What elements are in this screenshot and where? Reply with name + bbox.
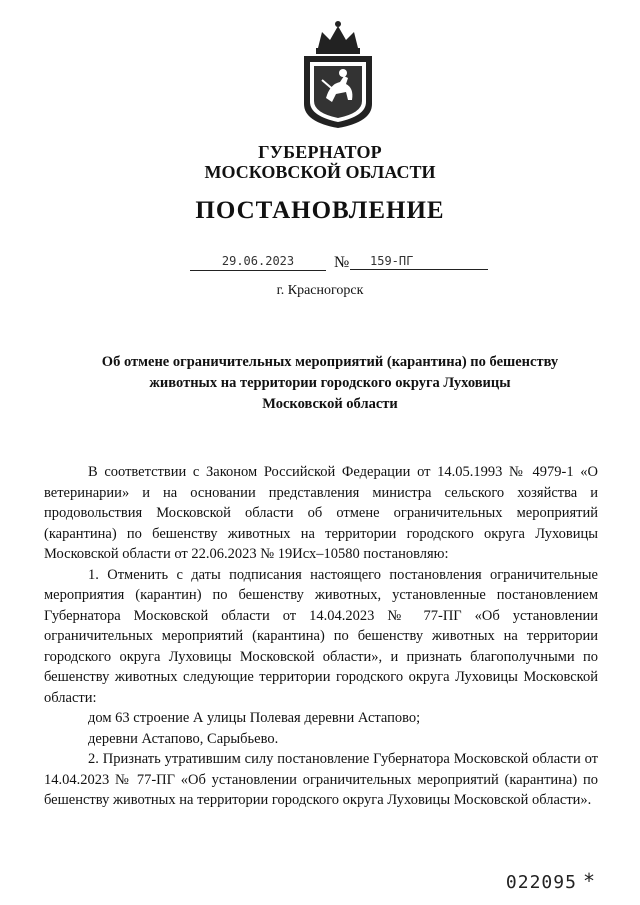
document-date: 29.06.2023	[190, 254, 326, 271]
moscow-oblast-coat-of-arms-emblem	[296, 18, 380, 130]
clause-1-paragraph: 1. Отменить с даты подписания настоящего постановления ограничительные мероприятия (карантин) по бешенству животных, установленные постановлением Губернатора Московской области от 14.04.2023 № 77-ПГ «Об установлении ограничительных мероприятий (карантина) по бешенству животных на территории городского округа Луховицы Московской области», и признать благополучными по бешенству животных следующие территории городского округа Луховицы Московской области:	[44, 566, 598, 706]
preamble-paragraph: В соответствии с Законом Российской Федерации от 14.05.1993 № 4979-1 «О ветеринарии» и на основании представления министра сельского хозяйства и продовольствия Московской области об отмене ограничительных мероприятий (карантина) по бешенству животных на территории городского округа Луховицы Московской области от 22.06.2023 № 19Исх–10580 постановляю:	[44, 464, 598, 562]
document-number: 159-ПГ	[350, 254, 488, 270]
serial-number-value: 022095	[505, 872, 577, 893]
subject-line: Московской области	[262, 396, 398, 412]
document-body	[44, 462, 598, 811]
territory-item-2: деревни Астапово, Сарыбьево.	[88, 730, 279, 747]
document-subject	[60, 352, 600, 415]
date-number-line	[0, 254, 640, 276]
issuer-title-line1: ГУБЕРНАТОР	[258, 142, 382, 162]
issue-city: г. Красногорск	[276, 283, 364, 298]
clause-2-paragraph: 2. Признать утратившим силу постановление Губернатора Московской области от 14.04.2023 № 77-ПГ «Об установлении ограничительных мероприятий (карантина) по бешенству животных на территории городского округа Луховицы Московской области».	[44, 751, 598, 808]
subject-line: Об отмене ограничительных мероприятий (карантина) по бешенству	[101, 354, 559, 370]
issuer-title-line2: МОСКОВСКОЙ ОБЛАСТИ	[204, 162, 436, 182]
document-type-title: ПОСТАНОВЛЕНИЕ	[195, 197, 445, 224]
asterisk-mark: *	[582, 869, 596, 893]
number-sign: №	[334, 254, 350, 271]
subject-line: животных на территории городского округа Луховицы	[149, 375, 511, 391]
serial-number	[506, 869, 596, 893]
territory-item-1: дом 63 строение А улицы Полевая деревни Астапово;	[88, 710, 421, 726]
